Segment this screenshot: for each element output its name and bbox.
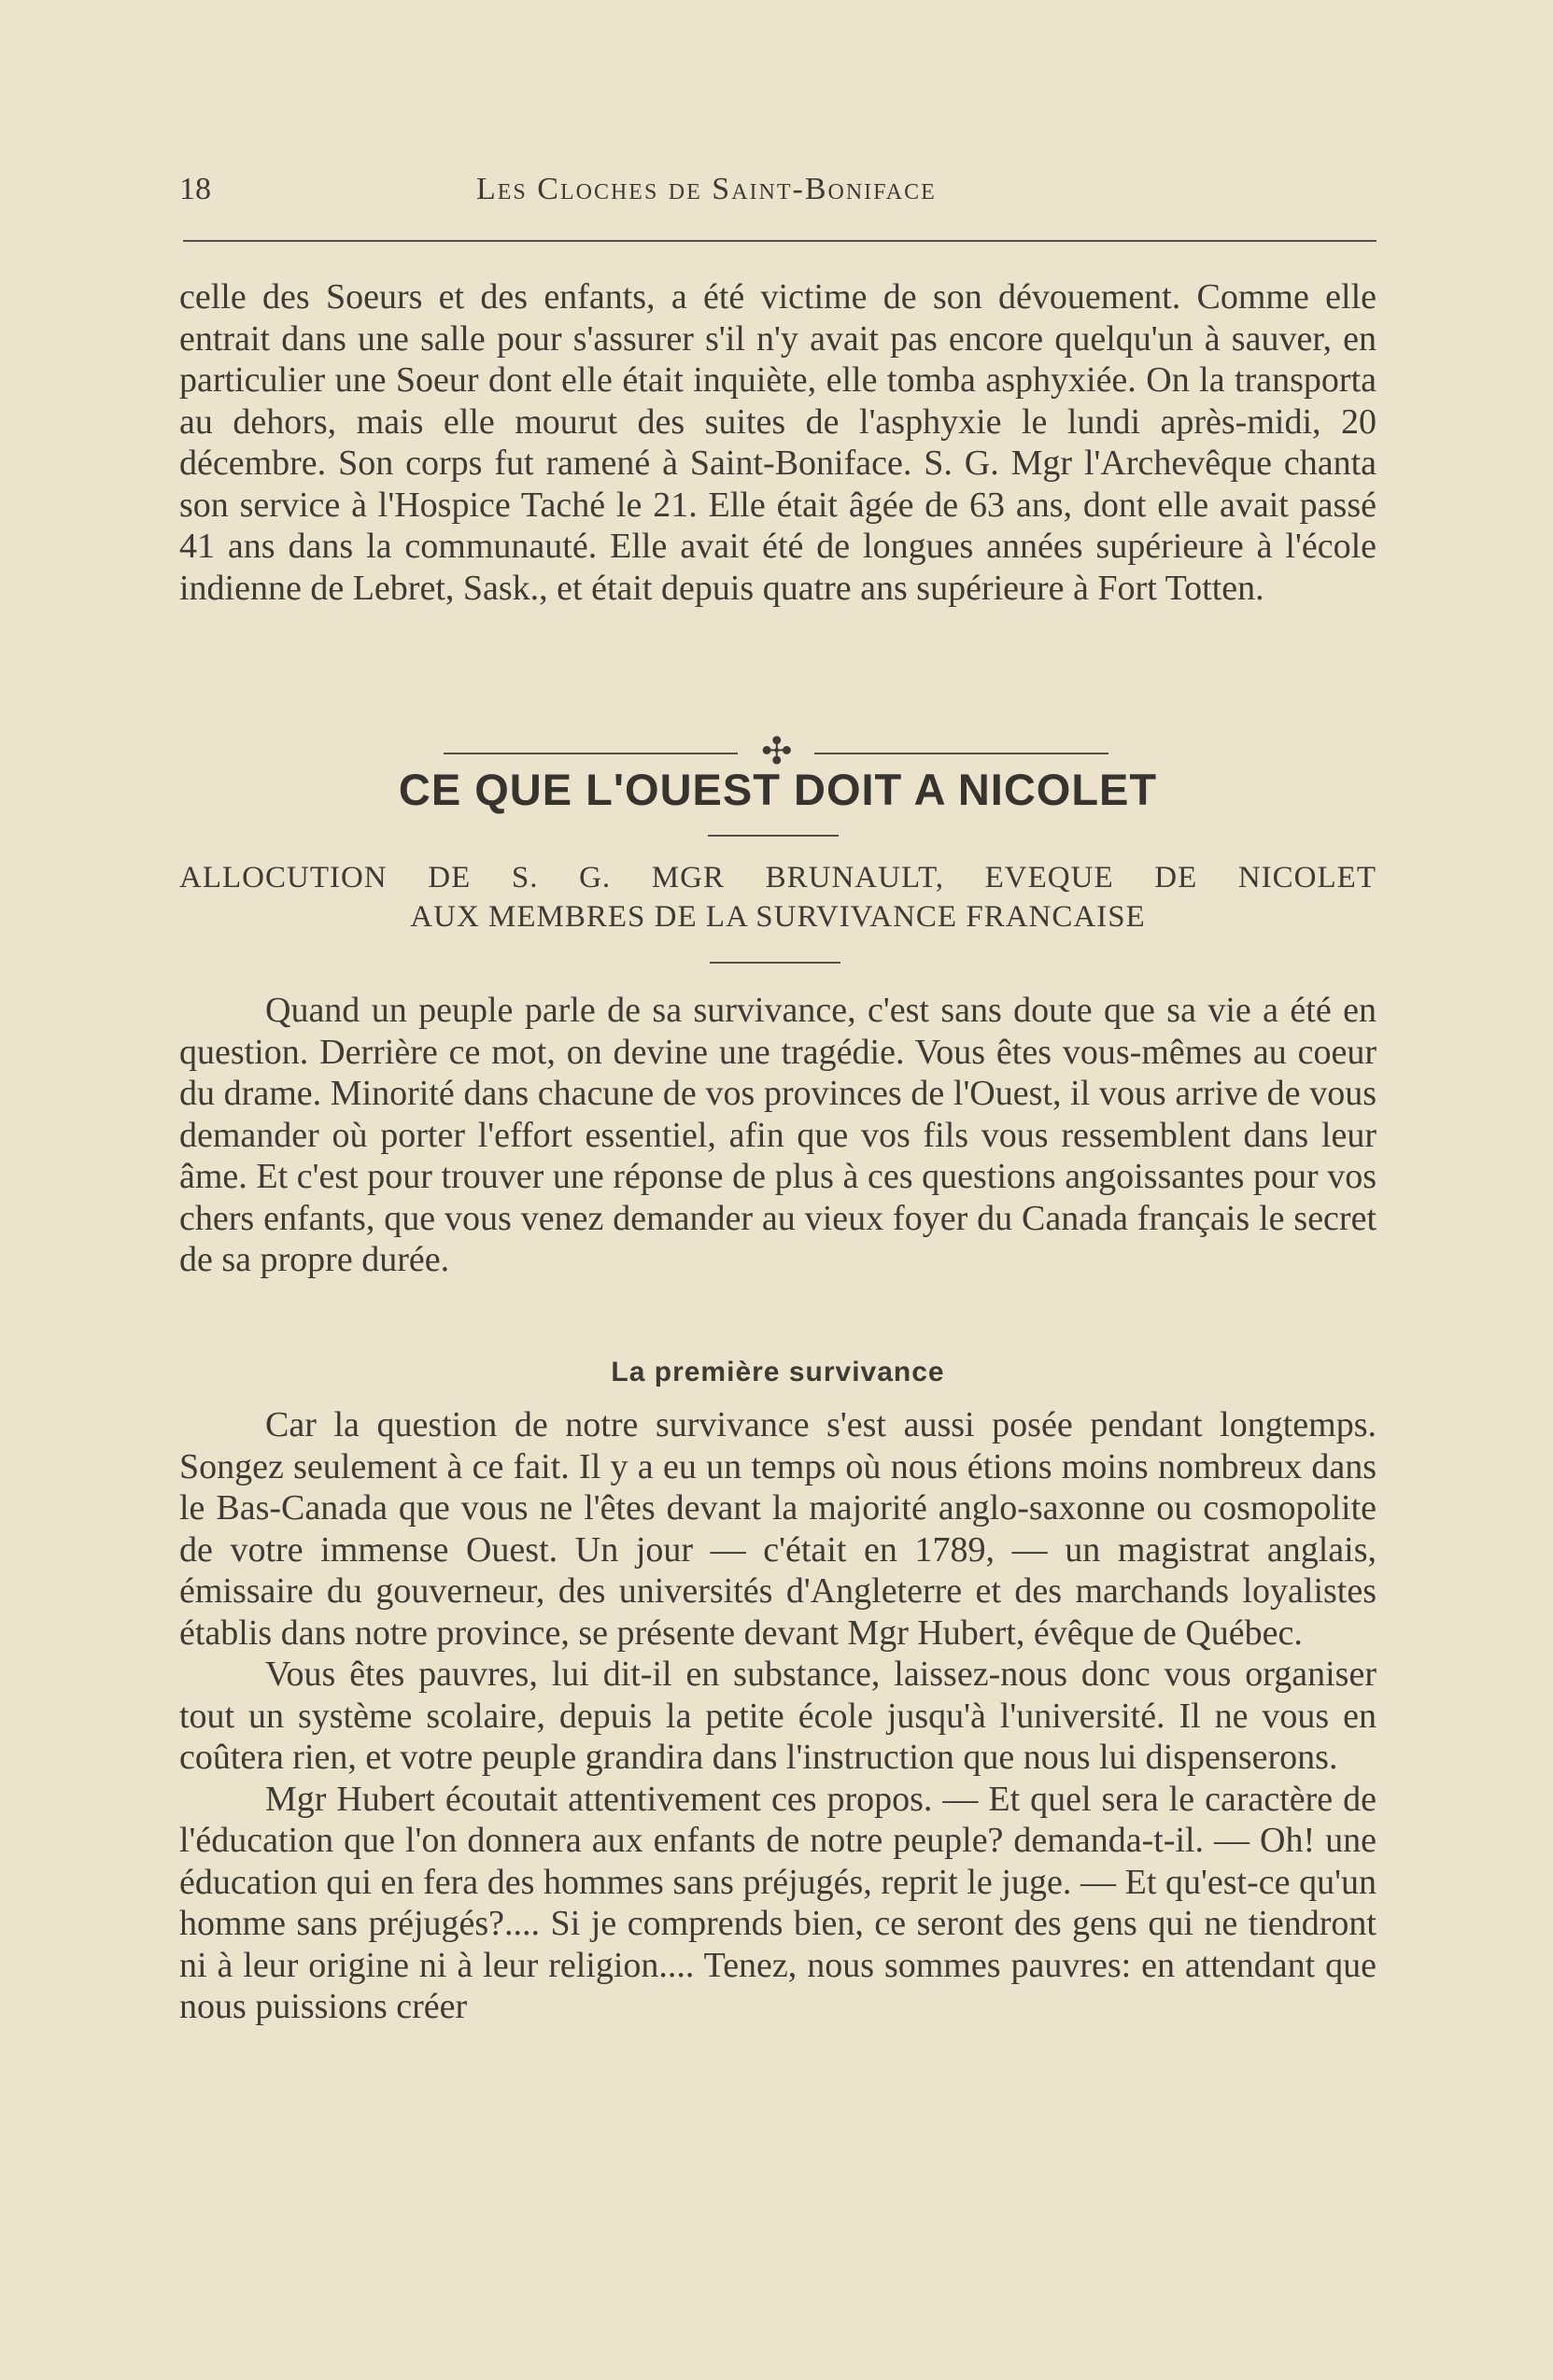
subtitle-rule — [710, 962, 840, 964]
section-paragraph: Car la question de notre survivance s'est aussi posée pendant longtemps. Songez seulement à ce fait. Il y a eu un temps où nous étions moins nombreux dans le Bas-Canada que vous ne l'êtes devant la majorité anglo-saxonne ou cosmopolite de votre immense Ouest. Un jour — c'était en 1789, — un magistrat anglais, émissaire du gouverneur, des universités d'Angleterre et des marchands loyalistes établis dans notre province, se présente devant Mgr Hubert, évêque de Québec. — [179, 1405, 1377, 1653]
article-subtitle-line-2: AUX MEMBRES DE LA SURVIVANCE FRANCAISE — [410, 900, 1146, 934]
title-rule — [708, 835, 839, 837]
page-number: 18 — [179, 172, 211, 206]
running-title: Les Cloches de Saint-Boniface — [476, 172, 937, 206]
intro-paragraph: Quand un peuple parle de sa survivance, c'est sans doute que sa vie a été en question. Derrière ce mot, on devine une tragédie. Vous êtes vous-mêmes au coeur du drame. Minorité dans chacune de vos provinces de l'Ouest, il vous arrive de vous demander où porter l'effort essentiel, afin que vos fils vous ressemblent dans leur âme. Et c'est pour trouver une réponse de plus à ces questions angoissantes pour vos chers enfants, que vous venez demander au vieux foyer du Canada français le secret de sa propre durée. — [179, 991, 1377, 1279]
section-paragraph: Vous êtes pauvres, lui dit-il en substance, laissez-nous donc vous organiser tout un système scolaire, depuis la petite école jusqu'à l'université. Il ne vous en coûtera rien, et votre peuple grandira dans l'instruction que nous lui dispenserons. — [179, 1655, 1377, 1777]
intro-text — [179, 990, 1377, 1281]
ornament-line-right — [814, 753, 1108, 754]
section-paragraph: Mgr Hubert écoutait attentivement ces propos. — Et quel sera le caractère de l'éducation que l'on donnera aux enfants de notre peuple? demanda-t-il. — Oh! une éducation qui en fera des hommes sans préjugés, reprit le juge. — Et qu'est-ce qu'un homme sans préjugés?.... Si je comprends bien, ce seront des gens qui ne tiendront ni à leur origine ni à leur religion.... Tenez, nous sommes pauvres: en attendant que nous puissions créer — [179, 1779, 1377, 2026]
article-title: CE QUE L'OUEST DOIT A NICOLET — [398, 765, 1158, 814]
section-heading: La première survivance — [611, 1357, 945, 1387]
cross-ornament-icon: ✣ — [761, 730, 793, 772]
header-rule — [183, 240, 1377, 242]
continuation-text — [179, 276, 1377, 609]
article-subtitle-line-1: ALLOCUTION DE S. G. MGR BRUNAULT, EVEQUE DE NICOLET — [179, 861, 1377, 894]
continuation-paragraph: celle des Soeurs et des enfants, a été victime de son dévouement. Comme elle entrait dans une salle pour s'assurer s'il n'y avait pas encore quelqu'un à sauver, en particulier une Soeur dont elle était inquiète, elle tomba asphyxiée. On la transporta au dehors, mais elle mourut des suites de l'asphyxie le lundi après-midi, 20 décembre. Son corps fut ramené à Saint-Boniface. S. G. Mgr l'Archevêque chanta son service à l'Hospice Taché le 21. Elle était âgée de 63 ans, dont elle avait passé 41 ans dans la communauté. Elle avait été de longues années supérieure à l'école indienne de Lebret, Sask., et était depuis quatre ans supérieure à Fort Totten. — [179, 277, 1377, 608]
section-text — [179, 1404, 1377, 2028]
ornament-line-left — [444, 753, 738, 754]
page-header — [179, 166, 1377, 222]
